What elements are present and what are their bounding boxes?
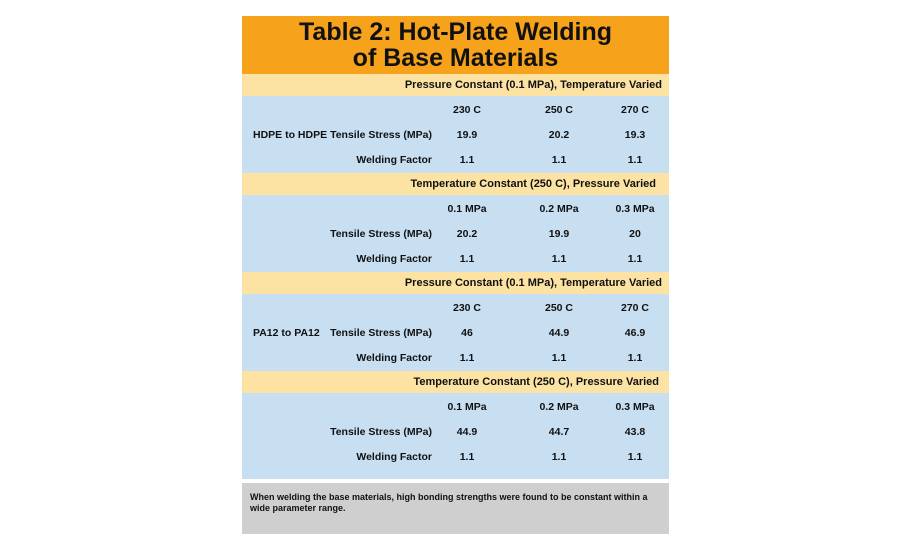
cell-value: 43.8	[624, 426, 646, 438]
cell-value: 1.1	[551, 451, 567, 463]
row-label: Tensile Stress (MPa)	[330, 228, 432, 240]
data-table-card	[242, 16, 669, 534]
column-header: 250 C	[544, 104, 574, 116]
cell-value: 1.1	[551, 154, 567, 166]
section-body	[242, 96, 669, 173]
table-row	[242, 252, 669, 266]
section-header: Pressure Constant (0.1 MPa), Temperature Varied	[242, 272, 669, 294]
column-header: 0.2 MPa	[539, 401, 579, 413]
cell-value: 1.1	[551, 253, 567, 265]
table-row	[242, 227, 669, 241]
column-header: 270 C	[620, 104, 650, 116]
cell-value: 20.2	[456, 228, 478, 240]
cell-value: 1.1	[459, 451, 475, 463]
column-header-row	[242, 202, 669, 216]
table-row	[242, 326, 669, 340]
cell-value: 20	[629, 228, 641, 240]
cell-value: 1.1	[627, 352, 643, 364]
section-body	[242, 195, 669, 272]
cell-value: 46	[461, 327, 473, 339]
cell-value: 19.9	[548, 228, 570, 240]
row-label: Welding Factor	[356, 451, 432, 463]
cell-value: 1.1	[459, 352, 475, 364]
cell-value: 19.9	[456, 129, 478, 141]
section-body	[242, 393, 669, 479]
title-line-1: Table 2: Hot-Plate Welding	[299, 18, 612, 46]
column-header-row	[242, 301, 669, 315]
column-header: 0.1 MPa	[447, 401, 487, 413]
cell-value: 1.1	[627, 253, 643, 265]
cell-value: 19.3	[624, 129, 646, 141]
row-label: Welding Factor	[356, 253, 432, 265]
title-line-2: of Base Materials	[352, 44, 559, 72]
cell-value: 44.9	[456, 426, 478, 438]
footnote: When welding the base materials, high bonding strengths were found to be constant within a wide parameter range.	[242, 483, 669, 534]
material-label: HDPE to HDPE	[253, 129, 328, 141]
row-label: Tensile Stress (MPa)	[330, 129, 432, 141]
column-header: 0.3 MPa	[615, 203, 655, 215]
column-header: 0.2 MPa	[539, 203, 579, 215]
column-header: 0.1 MPa	[447, 203, 487, 215]
column-header-row	[242, 400, 669, 414]
material-label: PA12 to PA12	[253, 327, 320, 339]
cell-value: 20.2	[548, 129, 570, 141]
cell-value: 1.1	[459, 253, 475, 265]
table-title	[242, 16, 669, 74]
table-row	[242, 351, 669, 365]
cell-value: 46.9	[624, 327, 646, 339]
row-label: Tensile Stress (MPa)	[330, 327, 432, 339]
column-header: 230 C	[452, 302, 482, 314]
row-label: Welding Factor	[356, 352, 432, 364]
cell-value: 1.1	[459, 154, 475, 166]
section-header: Temperature Constant (250 C), Pressure Varied	[242, 173, 669, 195]
section-header: Pressure Constant (0.1 MPa), Temperature Varied	[242, 74, 669, 96]
section-header: Temperature Constant (250 C), Pressure Varied	[242, 371, 669, 393]
table-row	[242, 128, 669, 142]
table-row	[242, 450, 669, 464]
column-header-row	[242, 103, 669, 117]
column-header: 250 C	[544, 302, 574, 314]
cell-value: 1.1	[551, 352, 567, 364]
cell-value: 44.7	[548, 426, 570, 438]
table-row	[242, 153, 669, 167]
column-header: 0.3 MPa	[615, 401, 655, 413]
column-header: 230 C	[452, 104, 482, 116]
table-row	[242, 425, 669, 439]
row-label: Welding Factor	[356, 154, 432, 166]
cell-value: 1.1	[627, 154, 643, 166]
section-body	[242, 294, 669, 371]
column-header: 270 C	[620, 302, 650, 314]
cell-value: 44.9	[548, 327, 570, 339]
row-label: Tensile Stress (MPa)	[330, 426, 432, 438]
cell-value: 1.1	[627, 451, 643, 463]
